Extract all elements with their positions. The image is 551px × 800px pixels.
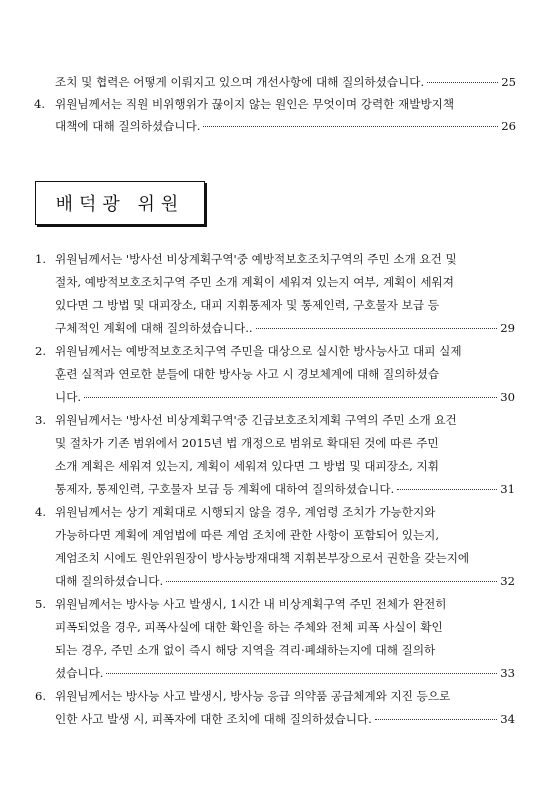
toc-text: 계엄조치 시에도 원안위원장이 방사능방재대책 지휘본부장으로서 권한을 갖는지에 [55,551,470,565]
toc-line [35,570,515,593]
toc-line [35,317,515,340]
toc-text: 인한 사고 발생 시, 피폭자에 대한 조치에 대해 질의하셨습니다. [55,712,372,726]
leader-dots [256,328,498,329]
item-number: 4. [35,505,47,519]
section-header-box [35,181,205,225]
toc-text: 위원님께서는 '방사선 비상계획구역'중 예방적보호조치구역의 주민 소개 요건 및 [55,252,457,266]
toc-text: 및 절차가 기존 범위에서 2015년 법 개정으로 범위로 확대된 것에 따른 주민 [55,436,439,450]
toc-line [35,685,515,708]
toc-text: 가능하다면 계획에 계엄법에 따른 계엄 조치에 관한 사항이 포함되어 있는지, [55,528,440,542]
toc-text: 구체적인 계획에 대해 질의하셨습니다.. [55,321,253,335]
item-number: 4. [34,97,46,111]
toc-item [35,340,515,409]
page-number: 30 [500,390,515,404]
toc-text: 셨습니다. [55,666,104,680]
page-number: 25 [501,75,516,89]
toc-text: 조치 및 협력은 어떻게 이뤄지고 있으며 개선사항에 대해 질의하셨습니다. [55,75,425,89]
toc-text: 위원님께서는 '방사선 비상계획구역'중 긴급보호조치계획 구역의 주민 소개 요건 [55,413,457,427]
toc-text: 통제자, 통제인력, 구호물자 보급 등 계획에 대하여 질의하셨습니다. [55,482,395,496]
toc-line [35,340,515,363]
toc-line [35,271,515,294]
toc-text: 되는 경우, 주민 소개 없이 즉시 해당 지역을 격리·폐쇄하는지에 대해 질의하 [55,643,436,657]
toc-line [35,616,515,639]
page-number: 29 [500,321,515,335]
toc-line [35,501,515,524]
leader-dots [375,719,497,720]
toc-line [35,639,515,662]
toc-line [34,115,516,137]
toc-line [35,409,515,432]
item-number: 3. [35,413,47,427]
toc-line [34,71,516,93]
toc-list [35,248,515,731]
toc-text: 피폭되었을 경우, 피폭사실에 대한 확인을 하는 주체와 전체 피폭 사실이 확인 [55,620,443,634]
toc-line [35,478,515,501]
page-number: 33 [500,666,515,680]
toc-line [35,248,515,271]
toc-text: 훈련 실적과 연로한 분들에 대한 방사능 사고 시 경보체계에 대해 질의하셨습 [55,367,440,381]
toc-text: 위원님께서는 상기 계획대로 시행되지 않을 경우, 계엄령 조치가 가능한지와 [55,505,436,519]
toc-line [35,593,515,616]
item-number: 1. [35,252,47,266]
toc-line [35,662,515,685]
leader-dots [106,673,497,674]
page-number: 26 [501,119,516,133]
item-number: 5. [35,597,47,611]
toc-line [35,524,515,547]
toc-line [34,93,516,115]
toc-item [35,501,515,593]
leader-dots [84,397,497,398]
toc-text: 대책에 대해 질의하셨습니다. [55,119,201,133]
leader-dots [166,581,497,582]
toc-text: 대해 질의하셨습니다. [55,574,164,588]
toc-line [35,386,515,409]
toc-line [35,547,515,570]
toc-item [35,248,515,340]
toc-item [35,685,515,731]
toc-item [35,409,515,501]
leader-dots [427,82,498,83]
previous-section-continuation [34,71,516,137]
leader-dots [397,489,497,490]
toc-line [35,708,515,731]
toc-text: 절차, 예방적보호조치구역 주민 소개 계획이 세워져 있는지 여부, 계획이 세워져 [55,275,454,289]
toc-text: 니다. [55,390,82,404]
toc-line [35,363,515,386]
leader-dots [203,126,498,127]
toc-text: 위원님께서는 직원 비위행위가 끊이지 않는 원인은 무엇이며 강력한 재발방지책 [55,97,455,111]
toc-line [35,294,515,317]
toc-text: 위원님께서는 예방적보호조치구역 주민을 대상으로 실시한 방사능사고 대피 실제 [55,344,462,358]
toc-line [35,455,515,478]
toc-item [35,593,515,685]
toc-text: 소개 계획은 세워져 있는지, 계획이 세워져 있다면 그 방법 및 대피장소, 지휘 [55,459,439,473]
page-number: 32 [500,574,515,588]
toc-text: 위원님께서는 방사능 사고 발생시, 1시간 내 비상계획구역 주민 전체가 완전히 [55,597,447,611]
page-number: 34 [500,712,515,726]
page-number: 31 [500,482,515,496]
item-number: 2. [35,344,47,358]
toc-line [35,432,515,455]
toc-text: 있다면 그 방법 및 대피장소, 대피 지휘통제자 및 통제인력, 구호물자 보급 등 [55,298,439,312]
item-number: 6. [35,689,47,703]
toc-text: 위원님께서는 방사능 사고 발생시, 방사능 응급 의약품 공급체계와 지진 등으로 [55,689,451,703]
section-title: 배덕광 위원 [55,194,185,215]
